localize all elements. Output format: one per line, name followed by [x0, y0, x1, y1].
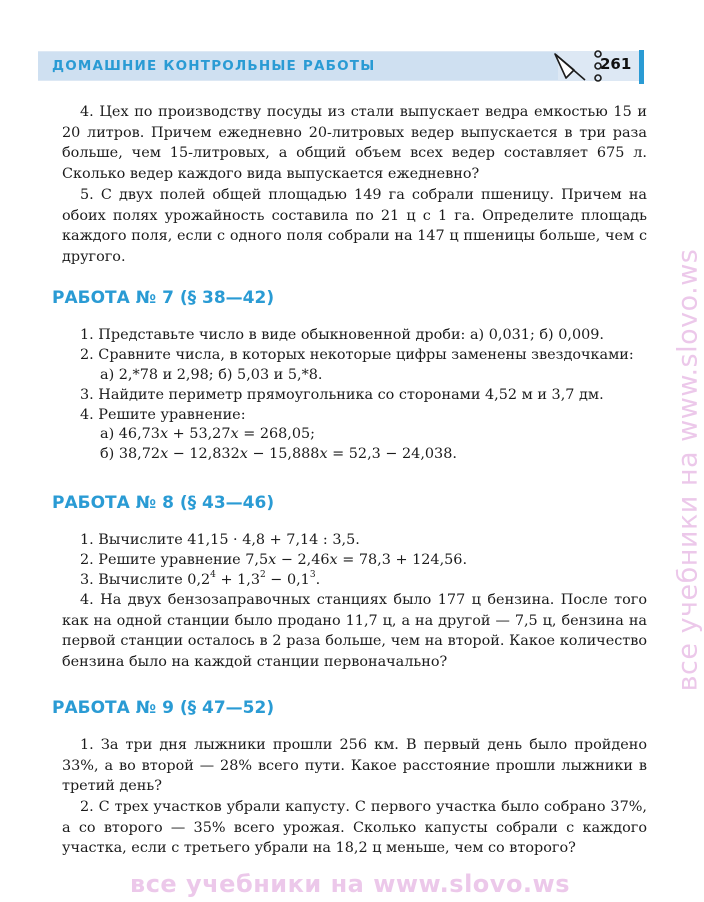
- work-8-problem-2: [80, 550, 467, 570]
- work-8-problem-4-text: 4. На двух бензозаправочных станциях было 177 ц бензина. После того как на одной станции было продано 11,7 ц, а на другой — 7,5 ц, бензина на первой станции осталось в 2 раза больше, чем на второй. Какое количество бензина было на каждой станции первоначально?: [62, 592, 647, 671]
- eq-b-term-1: б) 38,72: [100, 446, 161, 462]
- exponent: 3: [309, 570, 316, 581]
- page-number: 261: [600, 55, 632, 73]
- w8p3-term-2: + 1,3: [215, 572, 260, 588]
- w8p2-term-1: 2. Решите уравнение 7,5: [80, 552, 269, 568]
- w8p3-term-4: .: [315, 572, 321, 588]
- eq-a-term-2: + 53,27: [168, 426, 231, 442]
- eq-b-term-3: − 15,888: [247, 446, 320, 462]
- work-8-problem-4: [62, 590, 647, 673]
- problem-5-text: 5. С двух полей общей площадью 149 га собрали пшеницу. Причем на обоих полях урожайность составила по 21 ц с 1 га. Определите площадь каждого поля, если с одного поля собрали на 147 ц пшеницы больше, чем с другого.: [62, 187, 647, 266]
- side-watermark: все учебники на www.slovo.ws: [672, 248, 704, 692]
- work-7-title: РАБОТА № 7 (§ 38—42): [52, 288, 275, 308]
- work-7-problem-2: 2. Сравните числа, в которых некоторые цифры заменены звездочками:: [80, 347, 634, 363]
- eq-b-term-4: = 52,3 − 24,038.: [327, 446, 457, 462]
- eq-a-term-3: = 268,05;: [238, 426, 316, 442]
- exponent: 2: [260, 570, 266, 581]
- work-7-equation-b: [100, 444, 457, 464]
- variable-x: x: [230, 426, 239, 442]
- work-7-problem-4: 4. Решите уравнение:: [80, 407, 246, 423]
- work-9-problem-2-text: 2. С трех участков убрали капусту. С первого участка было собрано 37%, а со второго — 35% всего урожая. Сколько капусты собрали с каждого участка, если с третьего убрали на 18,2 ц меньше, чем со второго?: [62, 799, 647, 857]
- w8p2-term-2: − 2,46: [276, 552, 330, 568]
- header-edge-marker: [639, 50, 644, 84]
- paper-plane-icon: [552, 50, 588, 84]
- variable-x: x: [159, 426, 169, 442]
- exponent: 4: [210, 570, 216, 581]
- problem-5: [62, 185, 647, 268]
- work-9-problem-2: [62, 797, 647, 859]
- work-8-problem-3: [80, 570, 320, 590]
- variable-x: x: [239, 446, 248, 462]
- variable-x: x: [319, 446, 328, 462]
- work-7-problem-2-options: а) 2,*78 и 2,98; б) 5,03 и 5,*8.: [100, 367, 323, 383]
- work-9-problem-1: [62, 735, 647, 797]
- work-7-problem-3: 3. Найдите периметр прямоугольника со сторонами 4,52 м и 3,7 дм.: [80, 387, 604, 403]
- work-9-title: РАБОТА № 9 (§ 47—52): [52, 698, 275, 718]
- variable-x: x: [329, 552, 338, 568]
- work-9-problem-1-text: 1. За три дня лыжники прошли 256 км. В первый день было пройдено 33%, а во второй — 28% всего пути. Какое расстояние прошли лыжники в третий день?: [62, 737, 647, 795]
- work-8-problem-1: 1. Вычислите 41,15 · 4,8 + 7,14 : 3,5.: [80, 532, 360, 548]
- w8p2-term-3: = 78,3 + 124,56.: [337, 552, 468, 568]
- eq-b-term-2: − 12,832: [168, 446, 240, 462]
- bottom-watermark: все учебники на www.slovo.ws: [130, 870, 570, 898]
- work-7-equation-a: [100, 424, 315, 444]
- running-header-title: ДОМАШНИЕ КОНТРОЛЬНЫЕ РАБОТЫ: [52, 58, 376, 74]
- work-8-title: РАБОТА № 8 (§ 43—46): [52, 493, 275, 513]
- problem-4: [62, 102, 647, 185]
- eq-a-term-1: а) 46,73: [100, 426, 160, 442]
- work-7-problem-1: 1. Представьте число в виде обыкновенной дроби: а) 0,031; б) 0,009.: [80, 327, 604, 343]
- variable-x: x: [160, 446, 169, 462]
- w8p3-term-1: 3. Вычислите 0,2: [80, 572, 211, 588]
- problem-4-text: 4. Цех по производству посуды из стали выпускает ведра емкостью 15 и 20 литров. Причем ежедневно 20-литровых ведер выпускается в три раза больше, чем 15-литровых, а общий объем всех ведер составляет 675 л. Сколько ведер каждого вида выпускается ежедневно?: [62, 104, 647, 183]
- variable-x: x: [268, 552, 277, 568]
- w8p3-term-3: − 0,1: [265, 572, 310, 588]
